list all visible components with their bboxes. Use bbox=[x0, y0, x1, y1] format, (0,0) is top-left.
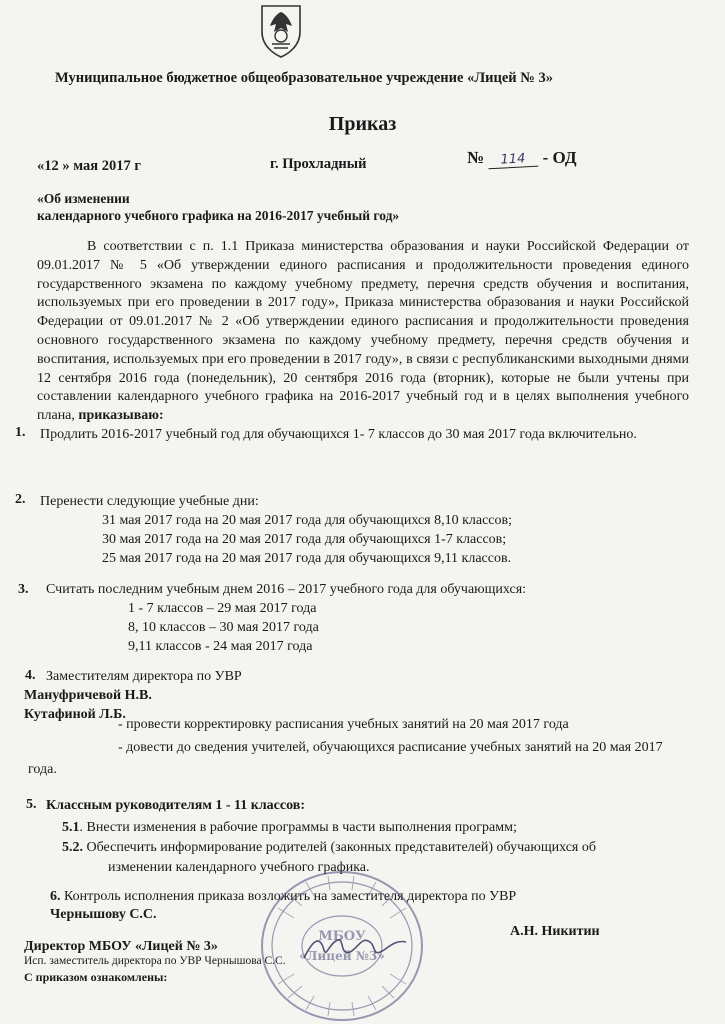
item-5-2-number: 5.2. bbox=[62, 840, 83, 855]
order-city: г. Прохладный bbox=[270, 156, 367, 172]
order-number bbox=[467, 148, 577, 168]
item-2-line-3: 25 мая 2017 года на 20 мая 2017 года для обучающихся 9,11 классов. bbox=[102, 551, 512, 566]
preamble-text: В соответствии с п. 1.1 Приказа министерства образования и науки Российской Федерации от 09.01.2017 № 5 «Об утверждении единого расписания и продолжительности проведения единого государственного экзамена по каждому учебному предмету, перечня средств обучения и воспитания, используемых при его проведении в 2017 году», Приказа министерства образования и науки Российской Федерации от 09.01.2017 № 2 «Об утверждении единого расписания и продолжительности проведения основного государственного экзамена по каждому учебному предмету, перечня средств обучения и воспитания, используемых при его проведении в 2017 году», в связи с республиканскими выходными днями 12 сентября 2016 года (понедельник), 20 сентября 2016 года (вторник), которые не были учтены при составлении календарного учебного графика на 2016-2017 учебный год и в целях выполнения учебного плана, bbox=[37, 239, 689, 424]
executor-line: Исп. заместитель директора по УВР Чернышова С.С. bbox=[24, 955, 286, 967]
item-5-1-number: 5.1 bbox=[62, 820, 80, 835]
item-1-number: 1. bbox=[15, 425, 26, 440]
order-number-handwritten: 114 bbox=[488, 151, 539, 170]
acquainted-line: С приказом ознакомлены: bbox=[24, 970, 168, 984]
item-4-task-2: - довести до сведения учителей, обучающихся расписание учебных занятий на 20 мая 2017 bbox=[118, 740, 663, 755]
subject-line-1: «Об изменении bbox=[37, 191, 130, 206]
item-6-number: 6. bbox=[50, 889, 61, 904]
item-5-2 bbox=[62, 838, 596, 857]
item-4-task-1: - провести корректировку расписания учебных занятий на 20 мая 2017 года bbox=[118, 717, 569, 732]
item-5-2-continued: изменении календарного учебного графика. bbox=[108, 860, 370, 875]
order-word: приказываю: bbox=[78, 408, 164, 424]
item-3-line-2: 8, 10 классов – 30 мая 2017 года bbox=[128, 620, 319, 635]
item-4-number: 4. bbox=[25, 668, 36, 683]
order-number-suffix: - ОД bbox=[542, 148, 577, 167]
order-preamble bbox=[37, 238, 689, 426]
item-5-2-text: Обеспечить информирование родителей (законных представителей) обучающихся об bbox=[86, 840, 596, 855]
item-2-line-1: 31 мая 2017 года на 20 мая 2017 года для обучающихся 8,10 классов; bbox=[102, 513, 512, 528]
item-3-line-1: 1 - 7 классов – 29 мая 2017 года bbox=[128, 601, 317, 616]
item-5-1 bbox=[62, 818, 517, 837]
director-title: Директор МБОУ «Лицей № 3» bbox=[24, 939, 218, 954]
item-4-person-1: Мануфричевой Н.В. bbox=[24, 688, 152, 703]
item-4-task-2-end: года. bbox=[28, 762, 57, 777]
item-3-text: Считать последним учебным днем 2016 – 2017 учебного года для обучающихся: bbox=[46, 582, 527, 597]
director-name: А.Н. Никитин bbox=[510, 924, 600, 939]
coat-of-arms-icon bbox=[258, 2, 304, 58]
item-5-1-text: . Внести изменения в рабочие программы в части выполнения программ; bbox=[79, 820, 517, 835]
item-3-number: 3. bbox=[18, 582, 29, 597]
seal-top-text: МБОУ bbox=[318, 929, 366, 944]
document-title: Приказ bbox=[328, 113, 397, 135]
item-6-person: Чернышову С.С. bbox=[50, 907, 157, 922]
signature-icon bbox=[300, 928, 410, 968]
item-2-text: Перенести следующие учебные дни: bbox=[40, 494, 259, 509]
order-subject bbox=[37, 190, 597, 224]
item-6-text: Контроль исполнения приказа возложить на заместителя директора по УВР bbox=[64, 889, 517, 904]
school-name: Муниципальное бюджетное общеобразовательное учреждение «Лицей № 3» bbox=[55, 70, 553, 86]
item-4-person-2: Кутафиной Л.Б. bbox=[24, 707, 126, 722]
order-number-prefix: № bbox=[467, 148, 485, 167]
order-date: «12 » мая 2017 г bbox=[37, 158, 141, 174]
item-5-text: Классным руководителям 1 - 11 классов: bbox=[46, 798, 305, 813]
item-2-line-2: 30 мая 2017 года на 20 мая 2017 года для обучающихся 1-7 классов; bbox=[102, 532, 507, 547]
seal-bottom-text: «Лицей №3» bbox=[299, 949, 385, 963]
item-5-number: 5. bbox=[26, 797, 37, 812]
item-4-text: Заместителям директора по УВР bbox=[46, 669, 242, 684]
item-1-text: Продлить 2016-2017 учебный год для обучающихся 1- 7 классов до 30 мая 2017 года включительно. bbox=[40, 427, 637, 442]
item-2-number: 2. bbox=[15, 492, 26, 507]
item-3-line-3: 9,11 классов - 24 мая 2017 года bbox=[128, 639, 313, 654]
subject-line-2: календарного учебного графика на 2016-2017 учебный год» bbox=[37, 208, 400, 223]
